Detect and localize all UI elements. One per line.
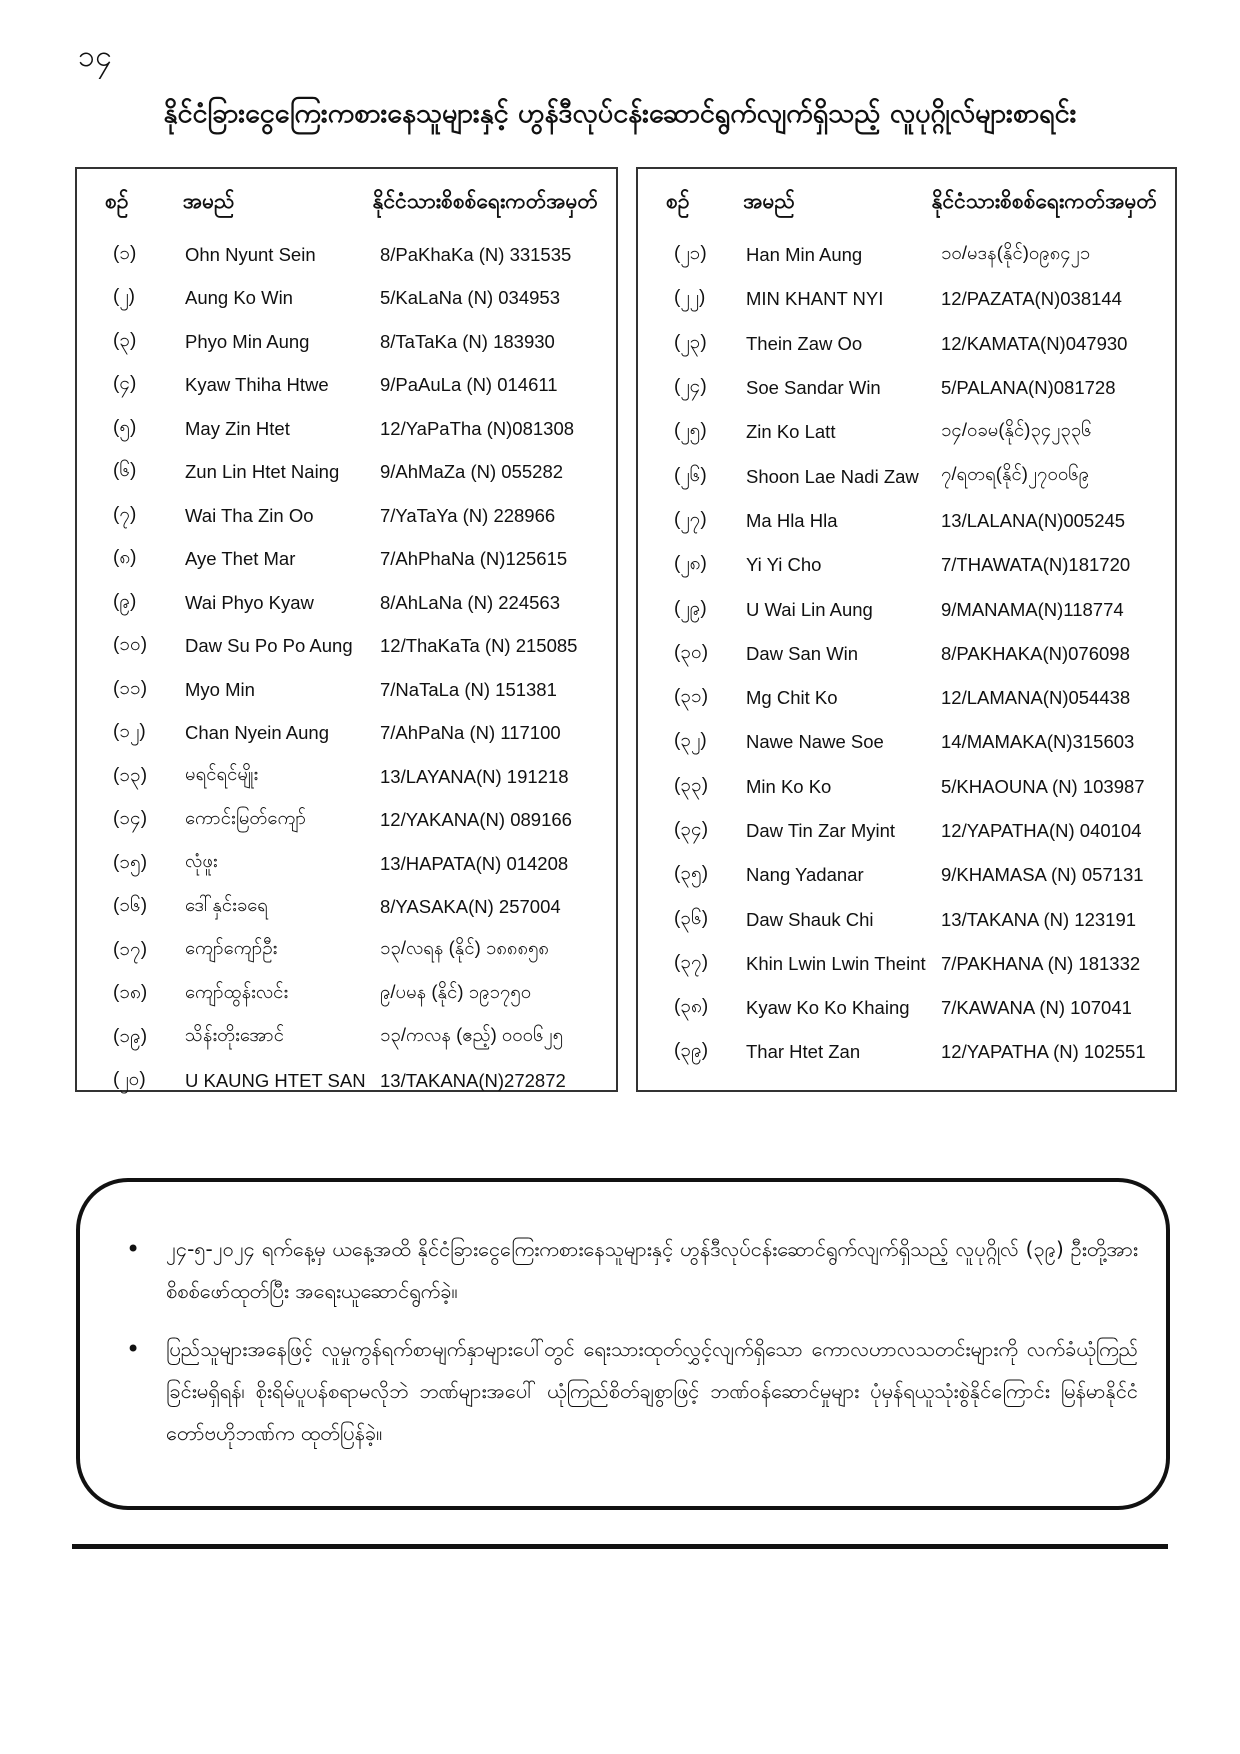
list-row: [656, 942, 1157, 986]
row-number: (၆): [113, 460, 137, 482]
nrc-number: 12/YAPATHA (N) 102551: [941, 1041, 1146, 1063]
person-name: May Zin Htet: [185, 417, 290, 439]
nrc-number: 13/TAKANA (N) 123191: [941, 908, 1137, 930]
bullet-icon: •: [126, 1235, 141, 1263]
row-number: (၉): [113, 590, 137, 612]
list-row: [656, 1030, 1157, 1074]
list-row: [656, 277, 1157, 321]
person-name: Kyaw Ko Ko Khaing: [746, 997, 910, 1019]
list-row: [656, 366, 1157, 410]
person-name: Min Ko Ko: [746, 775, 832, 797]
list-row: [95, 364, 598, 408]
nrc-number: 8/TaTaKa (N) 183930: [380, 330, 555, 352]
row-number: (၃၄): [674, 819, 709, 840]
nrc-number: 12/YaPaTha (N)081308: [380, 417, 575, 439]
row-number: (၃): [113, 329, 137, 351]
person-name: Soe Sandar Win: [746, 377, 881, 399]
nrc-number: 12/ThaKaTa (N) 215085: [380, 635, 578, 657]
row-number: (၃၃): [674, 774, 709, 796]
person-name: U Wai Lin Aung: [746, 598, 873, 620]
list-row: [95, 886, 598, 930]
row-number: (၁၁): [113, 677, 148, 699]
person-name: U KAUNG HTET SAN: [185, 1070, 366, 1092]
nrc-number: 13/LALANA(N)005245: [941, 509, 1126, 531]
note-text: ပြည်သူများအနေဖြင့် လူမှုကွန်ရက်စာမျက်နှာများပေါ်တွင် ရေးသားထုတ်လွှင့်လျက်ရှိသော ကောလဟာလသတင်းများကို လက်ခံယုံကြည်ခြင်းမရှိရန်၊ စိုးရိမ်ပူပန်စရာမလိုဘဲ ဘဏ်များအပေါ် ယုံကြည်စိတ်ချစွာဖြင့် ဘဏ်ဝန်ဆောင်မှုများ ပုံမှန်ရယူသုံးစွဲနိုင်ကြောင်း မြန်မာနိုင်ငံတော်ဗဟိုဘဏ်က ထုတ်ပြန်ခဲ့။: [166, 1337, 1138, 1445]
person-name: Khin Lwin Lwin Theint: [746, 952, 926, 974]
row-number: (၁၀): [113, 634, 148, 656]
person-name: Myo Min: [185, 678, 255, 700]
nrc-number: 8/AhLaNa (N) 224563: [380, 591, 560, 613]
row-number: (၃၈): [674, 996, 709, 1018]
row-number: (၂၁): [674, 243, 707, 265]
row-number: (၂၂): [674, 287, 706, 309]
row-number: (၃၂): [674, 730, 707, 752]
row-number: (၄): [113, 373, 137, 395]
row-number: (၂၇): [674, 508, 707, 530]
note-item: [126, 1328, 1138, 1454]
row-number: (၂၅): [674, 420, 707, 442]
list-row: [656, 986, 1157, 1030]
note-text: ၂၄-၅-၂၀၂၄ ရက်နေ့မှ ယနေ့အထိ နိုင်ငံခြားငွေကြေးကစားနေသူများနှင့် ဟွန်ဒီလုပ်ငန်းဆောင်ရွက်လျက်ရှိသည့် လူပုဂ္ဂိုလ် (၃၉) ဦးတို့အား စိစစ်ဖော်ထုတ်ပြီး အရေးယူဆောင်ရွက်ခဲ့။: [166, 1237, 1138, 1303]
nrc-number: 8/YASAKA(N) 257004: [380, 896, 561, 918]
nrc-number: 12/YAPATHA(N) 040104: [941, 820, 1142, 841]
summary-note-box: [76, 1178, 1170, 1510]
row-number: (၁၉): [113, 1025, 148, 1047]
person-name: Daw Su Po Po Aung: [185, 635, 353, 657]
list-row: [95, 625, 598, 669]
list-row: [656, 322, 1157, 366]
list-row: [95, 712, 598, 756]
row-number: (၂၃): [674, 331, 707, 353]
nrc-number: 7/NaTaLa (N) 151381: [380, 678, 557, 700]
nrc-number: 7/PAKHANA (N) 181332: [941, 952, 1141, 974]
person-name: Daw San Win: [746, 642, 859, 664]
note-item: [126, 1228, 1138, 1312]
bullet-icon: •: [126, 1335, 141, 1363]
person-name: Aung Ko Win: [185, 287, 293, 309]
list-row: [95, 799, 598, 843]
row-number: (၃၆): [674, 907, 709, 929]
person-name: Ohn Nyunt Sein: [185, 243, 316, 265]
nrc-number: 9/PaAuLa (N) 014611: [380, 374, 558, 396]
header-no: စဉ်: [105, 188, 129, 213]
row-number: (၂၄): [674, 376, 707, 398]
row-number: (၂၀): [113, 1069, 146, 1091]
header-nrc: နိုင်ငံသားစိစစ်ရေးကတ်အမှတ်: [372, 188, 598, 213]
list-row: [656, 765, 1157, 809]
person-name: သိန်းတိုးအောင်: [185, 1024, 285, 1046]
list-row: [95, 973, 598, 1017]
nrc-number: 12/KAMATA(N)047930: [941, 332, 1128, 354]
person-name: Daw Shauk Chi: [746, 908, 874, 930]
person-list-right: [636, 167, 1177, 1092]
row-number: (၅): [113, 416, 137, 438]
person-name: ကျော်ထွန်းလင်း: [185, 980, 289, 1002]
row-number: (၂၉): [674, 597, 707, 619]
list-row: [656, 410, 1157, 454]
nrc-number: 5/KHAOUNA (N) 103987: [941, 775, 1145, 797]
person-name: ကောင်းမြတ်ကျော်: [185, 806, 307, 828]
nrc-number: ၁၃/ကလန (ဧည့်) ၀၀၀၆၂၅: [380, 1024, 563, 1046]
row-number: (၁၃): [113, 764, 148, 786]
nrc-number: ၇/ရတရ(နိုင်)၂၇၀၀၆၉: [941, 463, 1090, 485]
list-row: [95, 407, 598, 451]
person-name: Kyaw Thiha Htwe: [185, 374, 329, 396]
person-name: Aye Thet Mar: [185, 548, 296, 570]
person-name: Phyo Min Aung: [185, 330, 310, 352]
list-row: [95, 233, 598, 277]
list-row: [656, 897, 1157, 941]
nrc-number: 7/THAWATA(N)181720: [941, 554, 1131, 576]
list-row: [656, 632, 1157, 676]
row-number: (၈): [113, 547, 137, 569]
nrc-number: 8/PAKHAKA(N)076098: [941, 642, 1130, 664]
person-list-left: [75, 167, 618, 1092]
list-row: [95, 929, 598, 973]
list-row: [95, 277, 598, 321]
list-row: [95, 581, 598, 625]
nrc-number: 5/PALANA(N)081728: [941, 377, 1116, 399]
person-name: Daw Tin Zar Myint: [746, 820, 896, 841]
list-row: [95, 842, 598, 886]
person-name: MIN KHANT NYI: [746, 288, 884, 310]
person-name: Zun Lin Htet Naing: [185, 461, 340, 483]
row-number: (၃၀): [674, 641, 709, 663]
person-name: Wai Phyo Kyaw: [185, 591, 314, 613]
nrc-number: ၁၀/မဒန(နိုင်)၀၉၈၄၂၁: [941, 241, 1091, 263]
row-number: (၃၁): [674, 686, 709, 708]
row-number: (၁၅): [113, 851, 148, 873]
header-nrc: နိုင်ငံသားစိစစ်ရေးကတ်အမှတ်: [931, 188, 1157, 213]
nrc-number: 7/KAWANA (N) 107041: [941, 997, 1132, 1019]
nrc-number: 9/KHAMASA (N) 057131: [941, 864, 1144, 886]
row-number: (၁၇): [113, 938, 148, 960]
page-number: ၁၄: [78, 39, 112, 74]
list-row: [95, 1060, 598, 1104]
person-name: Nang Yadanar: [746, 864, 864, 886]
row-number: (၃၇): [674, 951, 709, 973]
nrc-number: 7/YaTaYa (N) 228966: [380, 504, 556, 526]
list-row: [95, 538, 598, 582]
list-row: [95, 668, 598, 712]
nrc-number: 12/YAKANA(N) 089166: [380, 809, 572, 831]
list-row: [95, 320, 598, 364]
header-name: အမည်: [182, 188, 235, 213]
row-number: (၂): [113, 286, 135, 308]
row-number: (၂၈): [674, 553, 707, 575]
list-row: [656, 720, 1157, 764]
list-row: [656, 543, 1157, 587]
person-name: Yi Yi Cho: [746, 554, 822, 576]
person-name: ဒေါ်နှင်းခရေ: [185, 893, 268, 915]
nrc-number: 8/PaKhaKa (N) 331535: [380, 243, 572, 265]
list-row: [656, 233, 1157, 277]
row-number: (၁၈): [113, 982, 148, 1004]
horizontal-rule: [72, 1544, 1168, 1549]
person-name: Wai Tha Zin Oo: [185, 504, 314, 526]
row-number: (၂၆): [674, 464, 707, 486]
nrc-number: 12/LAMANA(N)054438: [941, 687, 1131, 709]
person-name: Chan Nyein Aung: [185, 722, 329, 744]
nrc-number: 9/AhMaZa (N) 055282: [380, 461, 564, 483]
list-row: [95, 755, 598, 799]
person-name: Ma Hla Hla: [746, 509, 838, 531]
row-number: (၃၅): [674, 863, 709, 885]
page-title: နိုင်ငံခြားငွေကြေးကစားနေသူများနှင့် ဟွန်ဒီလုပ်ငန်းဆောင်ရွက်လျက်ရှိသည့် လူပုဂ္ဂိုလ်များစာရင်း: [163, 98, 1077, 129]
list-row: [656, 499, 1157, 543]
nrc-number: 13/TAKANA(N)272872: [380, 1070, 566, 1092]
nrc-number: 5/KaLaNa (N) 034953: [380, 287, 560, 309]
person-name: Nawe Nawe Soe: [746, 731, 884, 753]
nrc-number: 7/AhPaNa (N) 117100: [380, 722, 561, 744]
nrc-number: ၉/ပမန (နိုင်) ၁၉၁၇၅၀: [380, 980, 532, 1002]
nrc-number: 9/MANAMA(N)118774: [941, 598, 1124, 620]
row-number: (၁၄): [113, 808, 148, 830]
row-number: (၁၆): [113, 895, 148, 917]
row-number: (၁၂): [113, 721, 146, 743]
person-name: Thein Zaw Oo: [746, 332, 863, 354]
row-number: (၁): [113, 242, 137, 264]
nrc-number: 13/LAYANA(N) 191218: [380, 765, 569, 787]
row-number: (၇): [113, 503, 137, 525]
list-row: [95, 451, 598, 495]
list-row: [656, 853, 1157, 897]
list-row: [656, 454, 1157, 498]
person-name: မရင်ရင်မျိုး: [185, 763, 259, 785]
row-number: (၃၉): [674, 1040, 709, 1062]
list-header: [656, 181, 1157, 225]
person-name: Han Min Aung: [746, 244, 863, 266]
list-row: [656, 809, 1157, 853]
person-name: Thar Htet Zan: [746, 1041, 861, 1063]
header-name: အမည်: [743, 188, 795, 213]
nrc-number: ၁၄/ဝခမ(နိုင်)၃၄၂၃၃၆: [941, 418, 1092, 440]
nrc-number: 12/PAZATA(N)038144: [941, 288, 1122, 310]
person-name: Mg Chit Ko: [746, 687, 838, 709]
person-name: Shoon Lae Nadi Zaw: [746, 465, 919, 487]
person-name: လုံဖူး: [185, 850, 218, 872]
header-no: စဉ်: [666, 188, 690, 213]
list-row: [95, 1016, 598, 1060]
list-row: [656, 676, 1157, 720]
nrc-number: 7/AhPhaNa (N)125615: [380, 548, 568, 570]
nrc-number: ၁၃/လရန (နိုင်) ၁၈၈၈၅၈: [380, 937, 550, 959]
list-header: [95, 181, 598, 225]
nrc-number: 14/MAMAKA(N)315603: [941, 731, 1135, 753]
person-name: ကျော်ကျော်ဦး: [185, 937, 278, 959]
list-row: [95, 494, 598, 538]
list-row: [656, 587, 1157, 631]
nrc-number: 13/HAPATA(N) 014208: [380, 852, 569, 874]
person-name: Zin Ko Latt: [746, 421, 836, 443]
